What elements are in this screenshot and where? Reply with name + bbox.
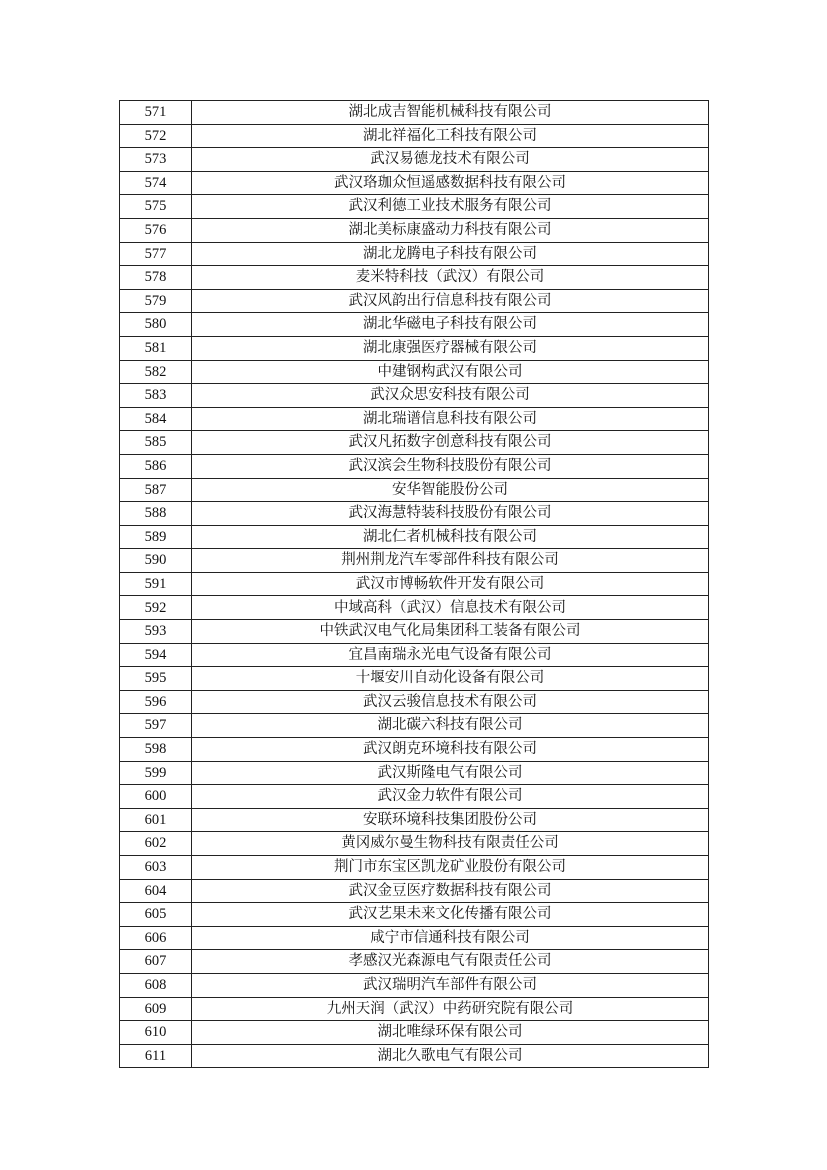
- company-name-cell: 中铁武汉电气化局集团科工装备有限公司: [192, 620, 709, 644]
- row-number-cell: 577: [120, 242, 192, 266]
- table-row: [120, 690, 709, 714]
- table-row: [120, 785, 709, 809]
- table-row: [120, 195, 709, 219]
- row-number-cell: 582: [120, 360, 192, 384]
- company-name-cell: 咸宁市信通科技有限公司: [192, 926, 709, 950]
- row-number-cell: 587: [120, 478, 192, 502]
- row-number-cell: 576: [120, 218, 192, 242]
- company-name-cell: 武汉众思安科技有限公司: [192, 384, 709, 408]
- row-number-cell: 590: [120, 549, 192, 573]
- row-number-cell: 599: [120, 761, 192, 785]
- row-number-cell: 604: [120, 879, 192, 903]
- table-row: [120, 738, 709, 762]
- company-name-cell: 湖北成吉智能机械科技有限公司: [192, 101, 709, 125]
- row-number-cell: 573: [120, 148, 192, 172]
- row-number-cell: 595: [120, 667, 192, 691]
- table-row: [120, 1044, 709, 1068]
- company-name-cell: 十堰安川自动化设备有限公司: [192, 667, 709, 691]
- row-number-cell: 593: [120, 620, 192, 644]
- row-number-cell: 609: [120, 997, 192, 1021]
- table-row: [120, 148, 709, 172]
- company-name-cell: 武汉朗克环境科技有限公司: [192, 738, 709, 762]
- company-name-cell: 湖北龙腾电子科技有限公司: [192, 242, 709, 266]
- table-row: [120, 950, 709, 974]
- row-number-cell: 606: [120, 926, 192, 950]
- table-row: [120, 596, 709, 620]
- company-name-cell: 武汉斯隆电气有限公司: [192, 761, 709, 785]
- company-name-cell: 湖北久歌电气有限公司: [192, 1044, 709, 1068]
- company-name-cell: 武汉云骏信息技术有限公司: [192, 690, 709, 714]
- table-row: [120, 549, 709, 573]
- company-name-cell: 武汉易德龙技术有限公司: [192, 148, 709, 172]
- row-number-cell: 588: [120, 502, 192, 526]
- table-row: [120, 124, 709, 148]
- company-name-cell: 黄冈威尔曼生物科技有限责任公司: [192, 832, 709, 856]
- table-row: [120, 879, 709, 903]
- row-number-cell: 603: [120, 856, 192, 880]
- company-name-cell: 荆州荆龙汽车零部件科技有限公司: [192, 549, 709, 573]
- row-number-cell: 598: [120, 738, 192, 762]
- table-row: [120, 242, 709, 266]
- company-name-cell: 武汉金力软件有限公司: [192, 785, 709, 809]
- row-number-cell: 584: [120, 407, 192, 431]
- row-number-cell: 610: [120, 1021, 192, 1045]
- company-name-cell: 武汉利德工业技术服务有限公司: [192, 195, 709, 219]
- table-row: [120, 313, 709, 337]
- row-number-cell: 589: [120, 525, 192, 549]
- row-number-cell: 581: [120, 336, 192, 360]
- company-name-cell: 武汉艺果未来文化传播有限公司: [192, 903, 709, 927]
- company-name-cell: 孝感汉光森源电气有限责任公司: [192, 950, 709, 974]
- row-number-cell: 597: [120, 714, 192, 738]
- company-name-cell: 湖北唯绿环保有限公司: [192, 1021, 709, 1045]
- company-name-cell: 武汉珞珈众恒遥感数据科技有限公司: [192, 171, 709, 195]
- company-name-cell: 武汉瑞明汽车部件有限公司: [192, 973, 709, 997]
- row-number-cell: 583: [120, 384, 192, 408]
- row-number-cell: 592: [120, 596, 192, 620]
- company-list-table: [119, 100, 709, 1068]
- row-number-cell: 600: [120, 785, 192, 809]
- company-name-cell: 湖北仁者机械科技有限公司: [192, 525, 709, 549]
- row-number-cell: 605: [120, 903, 192, 927]
- table-row: [120, 218, 709, 242]
- table-row: [120, 926, 709, 950]
- row-number-cell: 578: [120, 266, 192, 290]
- company-name-cell: 宜昌南瑞永光电气设备有限公司: [192, 643, 709, 667]
- table-row: [120, 336, 709, 360]
- row-number-cell: 611: [120, 1044, 192, 1068]
- company-name-cell: 湖北华磁电子科技有限公司: [192, 313, 709, 337]
- row-number-cell: 596: [120, 690, 192, 714]
- company-name-cell: 武汉滨会生物科技股份有限公司: [192, 454, 709, 478]
- table-row: [120, 903, 709, 927]
- table-row: [120, 454, 709, 478]
- table-row: [120, 266, 709, 290]
- table-row: [120, 525, 709, 549]
- row-number-cell: 574: [120, 171, 192, 195]
- table-row: [120, 502, 709, 526]
- row-number-cell: 601: [120, 808, 192, 832]
- table-row: [120, 667, 709, 691]
- table-row: [120, 289, 709, 313]
- table-row: [120, 1021, 709, 1045]
- row-number-cell: 586: [120, 454, 192, 478]
- table-row: [120, 171, 709, 195]
- company-name-cell: 湖北康强医疗器械有限公司: [192, 336, 709, 360]
- table-row: [120, 832, 709, 856]
- table-row: [120, 714, 709, 738]
- row-number-cell: 594: [120, 643, 192, 667]
- table-row: [120, 101, 709, 125]
- company-name-cell: 麦米特科技（武汉）有限公司: [192, 266, 709, 290]
- table-row: [120, 973, 709, 997]
- row-number-cell: 579: [120, 289, 192, 313]
- company-name-cell: 武汉金豆医疗数据科技有限公司: [192, 879, 709, 903]
- company-name-cell: 湖北祥福化工科技有限公司: [192, 124, 709, 148]
- company-name-cell: 荆门市东宝区凯龙矿业股份有限公司: [192, 856, 709, 880]
- company-name-cell: 安华智能股份公司: [192, 478, 709, 502]
- company-name-cell: 武汉市博畅软件开发有限公司: [192, 572, 709, 596]
- row-number-cell: 572: [120, 124, 192, 148]
- table-body: [120, 101, 709, 1068]
- company-name-cell: 武汉凡拓数字创意科技有限公司: [192, 431, 709, 455]
- row-number-cell: 591: [120, 572, 192, 596]
- table-row: [120, 431, 709, 455]
- table-row: [120, 643, 709, 667]
- table-row: [120, 808, 709, 832]
- company-name-cell: 湖北瑞谱信息科技有限公司: [192, 407, 709, 431]
- table-row: [120, 384, 709, 408]
- company-name-cell: 九州天润（武汉）中药研究院有限公司: [192, 997, 709, 1021]
- table-row: [120, 360, 709, 384]
- row-number-cell: 608: [120, 973, 192, 997]
- company-name-cell: 安联环境科技集团股份公司: [192, 808, 709, 832]
- row-number-cell: 580: [120, 313, 192, 337]
- table-row: [120, 856, 709, 880]
- table-row: [120, 761, 709, 785]
- table-row: [120, 572, 709, 596]
- company-name-cell: 湖北美标康盛动力科技有限公司: [192, 218, 709, 242]
- company-name-cell: 武汉风韵出行信息科技有限公司: [192, 289, 709, 313]
- company-name-cell: 武汉海慧特装科技股份有限公司: [192, 502, 709, 526]
- row-number-cell: 571: [120, 101, 192, 125]
- table-row: [120, 478, 709, 502]
- row-number-cell: 575: [120, 195, 192, 219]
- company-name-cell: 湖北碳六科技有限公司: [192, 714, 709, 738]
- row-number-cell: 602: [120, 832, 192, 856]
- table-row: [120, 620, 709, 644]
- table-row: [120, 997, 709, 1021]
- company-name-cell: 中域高科（武汉）信息技术有限公司: [192, 596, 709, 620]
- row-number-cell: 607: [120, 950, 192, 974]
- company-name-cell: 中建钢构武汉有限公司: [192, 360, 709, 384]
- table-row: [120, 407, 709, 431]
- row-number-cell: 585: [120, 431, 192, 455]
